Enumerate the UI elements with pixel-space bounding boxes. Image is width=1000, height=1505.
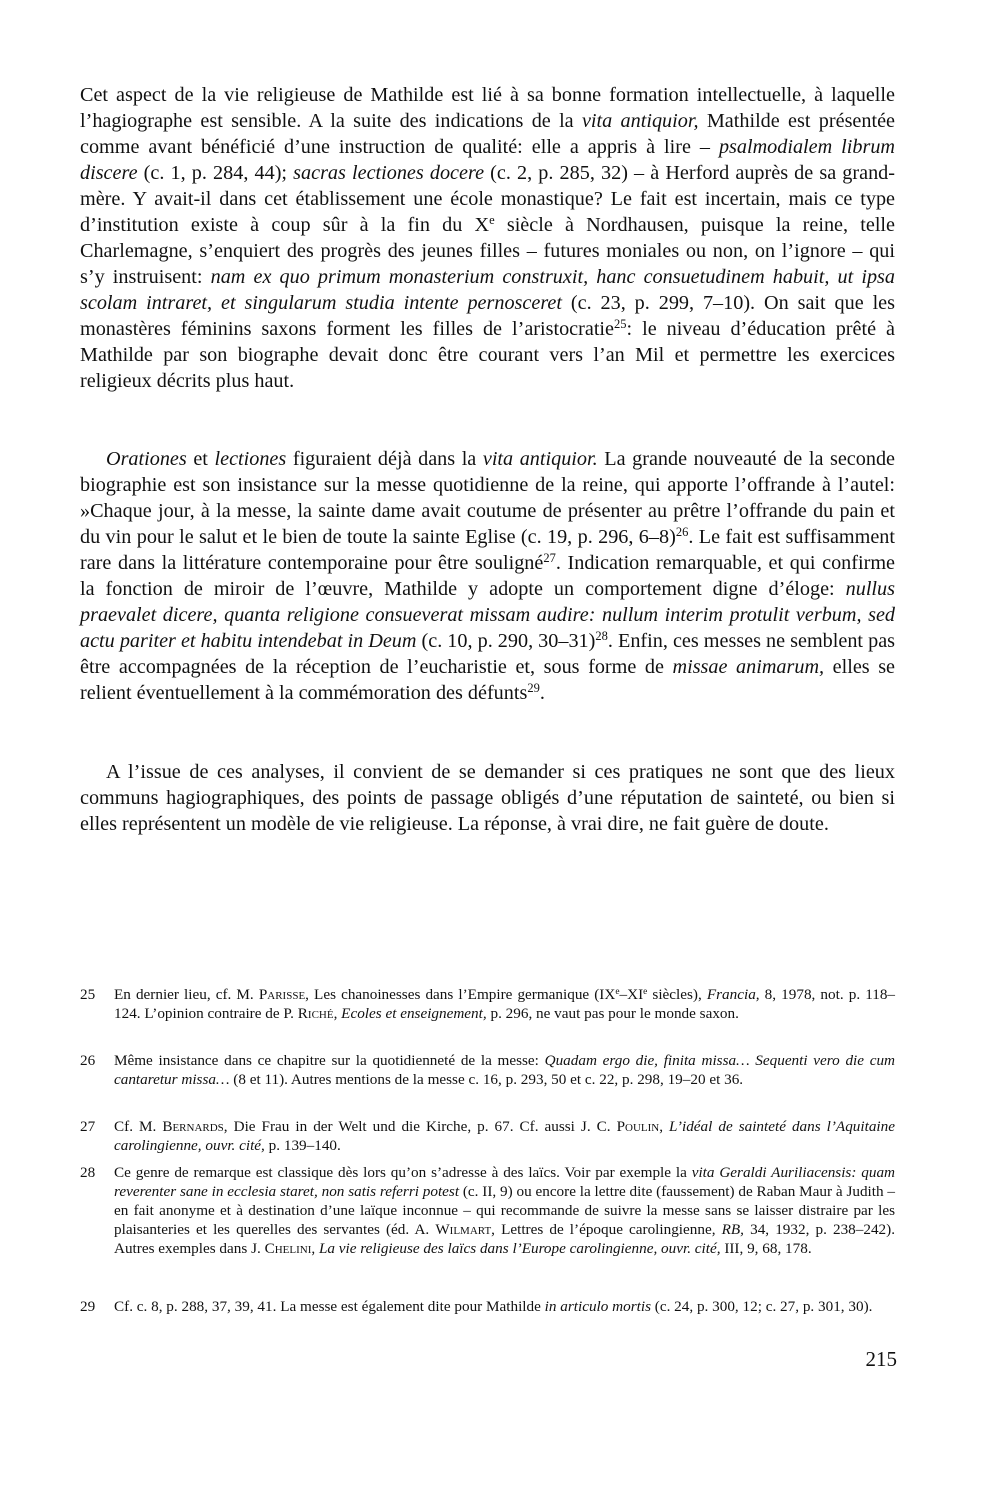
footnote-29: [80, 1297, 895, 1316]
latin-text: vita antiquior.: [482, 448, 598, 470]
footnote-number: 28: [80, 1164, 96, 1181]
footnote-ref-27[interactable]: 27: [543, 551, 556, 566]
latin-quote: Quadam ergo die, finita missa… Sequenti vero die cum cantaretur missa…: [114, 1052, 896, 1088]
latin-text: vita antiquior,: [581, 110, 699, 132]
text: ,: [659, 1118, 670, 1135]
book-title: L’idéal de sainteté dans l’Aquitaine carolingienne, ouvr. cité,: [114, 1118, 895, 1154]
text: p. 139–140.: [264, 1137, 341, 1154]
author-name: Riché: [297, 1005, 334, 1022]
text: (c. 24, p. 300, 12; c. 27, p. 301, 30).: [650, 1298, 873, 1315]
text: siècle à Nordhausen, puisque la reine, telle Charlemagne, s’enquiert des progrès des jeunes filles – futures moniales ou non, on l’ignore – qui s’y instruisent:: [80, 214, 895, 288]
text: (c. 2, p. 285, 32) – à Herford auprès de sa grand-mère. Y avait-il dans cet établissement une école monastique? Le fait est incertain, mais ce type d’institution existe à coup sûr à la fin du X: [80, 162, 895, 236]
text: (c. 10, p. 290, 30–31): [416, 630, 596, 652]
book-title: Ecoles et enseignement,: [341, 1005, 487, 1022]
text: (c. 23, p. 299, 7–10). On sait que les monastères féminins saxons forment les filles de l’aristocratie: [80, 292, 896, 340]
author-name: Wilmart: [435, 1221, 492, 1238]
text: La grande nouveauté de la seconde biographie est son insistance sur la messe quotidienne de la reine, qui apporte l’offrande à l’autel: »Chaque jour, à la messe, la sainte dame avait coutume de présenter au prêtre l’offrande du pain et du vin pour le salut et le bien de toute la sainte Eglise (c. 19, p. 296, 6–8): [80, 448, 896, 548]
text: (c. II, 9) ou encore la lettre dite (faussement) de Raban Maur à Judith – en fait anonyme et à destination d’une laïque inconnue – qui recommande de suivre la messe sans se laisser distraire par les plaisanteries et les querelles des servantes (éd. A.: [114, 1183, 895, 1238]
text: et: [186, 448, 215, 470]
text: elles se relient éventuellement à la commémoration des défunts: [80, 656, 896, 704]
footnote-28: [80, 1163, 895, 1258]
footnote-ref-25[interactable]: 25: [614, 317, 627, 332]
author-name: Chelini: [264, 1240, 312, 1257]
text: . Le fait est suffisamment rare dans la littérature contemporaine pour être souligné: [80, 526, 895, 574]
paragraph-3: [80, 759, 895, 837]
latin-quote: nullus praevalet dicere, quanta religione consueverat missam audire: nullum interim protulit verbum, sed actu pariter et habitu intendebat in Deum: [80, 578, 895, 652]
text: En dernier lieu, cf. M.: [114, 986, 259, 1003]
superscript: e: [615, 986, 620, 997]
latin-quote: psalmodialem librum discere: [80, 136, 896, 184]
text: , Die Frau in der Welt und die Kirche, p. 67. Cf. aussi J. C.: [223, 1118, 617, 1135]
book-title: La vie religieuse des laïcs dans l’Europe carolingienne, ouvr. cité,: [318, 1240, 721, 1257]
latin-quote: nam ex quo primum monasterium construxit, hanc consuetudinem habuit, ut ipsa scolam intraret, et singularum studia intente pernosceret: [80, 266, 895, 314]
text: Même insistance dans ce chapitre sur la quotidienneté de la messe:: [114, 1052, 545, 1069]
latin-text: lectiones: [214, 448, 287, 470]
footnote-number: 29: [80, 1298, 96, 1315]
text: p. 296, ne vaut pas pour le monde saxon.: [486, 1005, 739, 1022]
footnote-ref-29[interactable]: 29: [527, 681, 540, 696]
footnote-ref-26[interactable]: 26: [675, 525, 689, 540]
footnote-26: [80, 1051, 895, 1089]
text: ,: [311, 1240, 319, 1257]
text: Cf. M.: [114, 1118, 163, 1135]
text: , Les chanoinesses dans l’Empire germanique (IX: [305, 986, 616, 1003]
latin-text: Orationes: [106, 448, 187, 470]
latin-text: in articulo mortis: [544, 1298, 651, 1315]
latin-quote: sacras lectiones docere: [293, 162, 485, 184]
text: Ce genre de remarque est classique dès lors qu’on s’adresse à des laïcs. Voir par exemple la: [114, 1164, 692, 1181]
journal-title: RB,: [721, 1221, 744, 1238]
text: . Indication remarquable, et qui confirme la fonction de miroir de l’œuvre, Mathilde y adopte un comportement digne d’éloge:: [80, 552, 895, 600]
text: (c. 1, p. 284, 44);: [137, 162, 294, 184]
text: 8, 1978, not. p. 118–124. L’opinion contraire de P.: [114, 986, 896, 1022]
author-name: Poulin: [616, 1118, 660, 1135]
text: Mathilde est présentée comme avant bénéficié d’une instruction de qualité: elle a appris à lire –: [80, 110, 896, 158]
footnote-27: [80, 1117, 895, 1155]
text: : le niveau d’éducation prêté à Mathilde par son biographe devait donc être courant vers l’an Mil et permettre les exercices religieux décrits plus haut.: [80, 318, 895, 392]
footnote-ref-28[interactable]: 28: [595, 629, 608, 644]
text: III, 9, 68, 178.: [720, 1240, 812, 1257]
author-name: Parisse: [258, 986, 306, 1003]
latin-quote: vita Geraldi Auriliacensis: quam reverenter sane in ecclesia staret, non satis referri potest: [114, 1164, 896, 1200]
text: figuraient déjà dans la: [286, 448, 483, 470]
text: Cf. c. 8, p. 288, 37, 39, 41. La messe est également dite pour Mathilde: [114, 1298, 545, 1315]
text: –XI: [619, 986, 644, 1003]
text: Cet aspect de la vie religieuse de Mathilde est lié à sa bonne formation intellectuelle, à laquelle l’hagiographe est sensible. A la suite des indications de la: [80, 84, 895, 132]
paragraph-2: [80, 446, 895, 706]
footnote-number: 25: [80, 986, 96, 1003]
superscript: e: [643, 986, 648, 997]
text: .: [539, 682, 545, 704]
text: A l’issue de ces analyses, il convient de se demander si ces pratiques ne sont que des lieux communs hagiographiques, des points de passage obligés d’une réputation de sainteté, ou bien si elles représentent un modèle de vie religieuse. La réponse, à vrai dire, ne fait guère de doute.: [80, 761, 895, 835]
superscript: e: [489, 213, 495, 228]
paragraph-1: [80, 82, 895, 394]
text: ,: [333, 1005, 342, 1022]
text: . Enfin, ces messes ne semblent pas être accompagnées de la réception de l’eucharistie et, sous forme de: [80, 630, 896, 678]
text: 34, 1932, p. 238–242). Autres exemples dans J.: [114, 1221, 895, 1257]
text: (8 et 11). Autres mentions de la messe c. 16, p. 293, 50 et c. 22, p. 298, 19–20 et 36.: [229, 1071, 744, 1088]
latin-text: missae animarum,: [672, 656, 825, 678]
text: siècles),: [647, 986, 707, 1003]
text: , Lettres de l’époque carolingienne,: [491, 1221, 722, 1238]
journal-title: Francia,: [706, 986, 760, 1003]
footnote-number: 27: [80, 1118, 96, 1135]
page-number: 215: [865, 1347, 897, 1371]
footnote-number: 26: [80, 1052, 96, 1069]
author-name: Bernards: [162, 1118, 224, 1135]
footnote-25: [80, 985, 895, 1023]
